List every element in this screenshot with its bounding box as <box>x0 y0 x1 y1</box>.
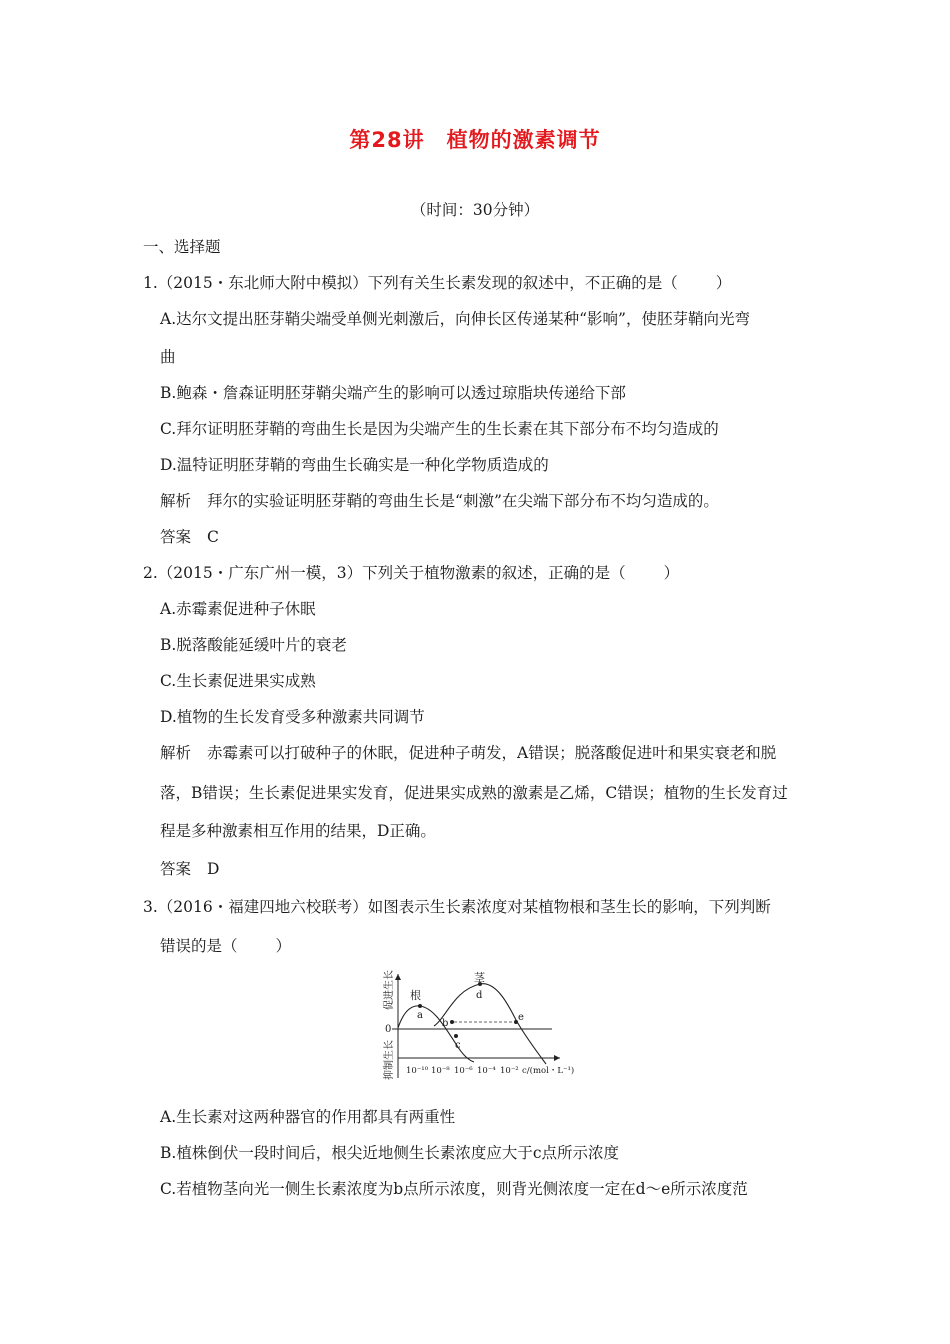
auxin-concentration-graph <box>370 970 588 1082</box>
x-axis-arrow <box>554 1055 560 1061</box>
analysis-label: 解析 <box>160 492 192 510</box>
answer-label: 答案 <box>160 528 192 546</box>
y-label-promote: 促进生长 <box>384 970 395 1010</box>
q3-option-c: C.若植物茎向光一侧生长素浓度为b点所示浓度，则背光侧浓度一定在d～e所示浓度范 <box>160 1180 748 1198</box>
answer-label: 答案 <box>160 860 192 878</box>
q1-option-b: B.鲍森・詹森证明胚芽鞘尖端产生的影响可以透过琼脂块传递给下部 <box>160 384 626 402</box>
q2-option-d: D.植物的生长发育受多种激素共同调节 <box>160 708 425 726</box>
y-label-inhibit: 抑制生长 <box>384 1040 395 1080</box>
q3-stem-line2: 错误的是（ ） <box>160 937 292 955</box>
point-a-marker <box>418 1004 422 1008</box>
x-axis-unit: c/(mol・L⁻¹) <box>522 1066 575 1076</box>
section-heading: 一、选择题 <box>143 238 221 256</box>
y-axis-arrow <box>395 974 401 980</box>
time-note: （时间：30分钟） <box>410 201 540 219</box>
lecture-topic: 植物的激素调节 <box>446 128 601 152</box>
x-tick-label: 10⁻¹⁰ <box>406 1066 429 1076</box>
analysis-label: 解析 <box>160 744 192 762</box>
page-title <box>0 124 950 154</box>
root-curve <box>398 1006 474 1062</box>
q1-option-a-line2: 曲 <box>160 348 176 366</box>
q2-analysis-line2: 落，B错误；生长素促进果实发育，促进果实成熟的激素是乙烯，C错误；植物的生长发育过 <box>160 784 788 802</box>
point-b-marker <box>450 1020 454 1024</box>
point-b-label: b <box>442 1018 449 1029</box>
q2-option-b: B.脱落酸能延缓叶片的衰老 <box>160 636 347 654</box>
root-curve-label: 根 <box>410 989 421 1002</box>
q3-option-b: B.植株倒伏一段时间后，根尖近地侧生长素浓度应大于c点所示浓度 <box>160 1144 620 1162</box>
q2-option-c: C.生长素促进果实成熟 <box>160 672 316 690</box>
y-zero-label: 0 <box>385 1024 392 1035</box>
q2-answer: 答案 D <box>160 860 220 878</box>
q2-analysis-line1: 解析 赤霉素可以打破种子的休眠，促进种子萌发，A错误；脱落酸促进叶和果实衰老和脱 <box>160 744 777 762</box>
x-tick-label: 10⁻⁴ <box>477 1066 496 1076</box>
point-c-label: c <box>455 1040 461 1051</box>
q1-option-c: C.拜尔证明胚芽鞘的弯曲生长是因为尖端产生的生长素在其下部分布不均匀造成的 <box>160 420 719 438</box>
q1-option-a-line1: A.达尔文提出胚芽鞘尖端受单侧光刺激后，向伸长区传递某种“影响”，使胚芽鞘向光弯 <box>160 310 750 328</box>
stem-curve <box>434 984 546 1064</box>
q3-stem-line1: 3.（2016・福建四地六校联考）如图表示生长素浓度对某植物根和茎生长的影响，下列判断 <box>143 898 771 916</box>
x-tick-label: 10⁻⁶ <box>454 1066 473 1076</box>
q1-answer: 答案 C <box>160 528 219 546</box>
auxin-concentration-figure <box>370 970 588 1082</box>
q2-analysis-line3: 程是多种激素相互作用的结果，D正确。 <box>160 822 436 840</box>
point-c-marker <box>454 1034 458 1038</box>
q2-option-a: A.赤霉素促进种子休眠 <box>160 600 316 618</box>
lecture-number: 第28讲 <box>349 128 425 152</box>
point-d-label: d <box>476 990 483 1001</box>
q2-stem: 2.（2015・广东广州一模，3）下列关于植物激素的叙述，正确的是（ ） <box>143 564 680 582</box>
x-tick-label: 10⁻² <box>500 1066 519 1076</box>
x-tick-label: 10⁻⁸ <box>431 1066 450 1076</box>
q1-option-d: D.温特证明胚芽鞘的弯曲生长确实是一种化学物质造成的 <box>160 456 549 474</box>
point-e-label: e <box>518 1012 524 1023</box>
q1-stem: 1.（2015・东北师大附中模拟）下列有关生长素发现的叙述中，不正确的是（ ） <box>143 274 732 292</box>
stem-curve-label: 茎 <box>474 971 485 984</box>
point-a-label: a <box>417 1010 423 1021</box>
q3-option-a: A.生长素对这两种器官的作用都具有两重性 <box>160 1108 456 1126</box>
q1-analysis: 解析 拜尔的实验证明胚芽鞘的弯曲生长是“刺激”在尖端下部分布不均匀造成的。 <box>160 492 719 510</box>
